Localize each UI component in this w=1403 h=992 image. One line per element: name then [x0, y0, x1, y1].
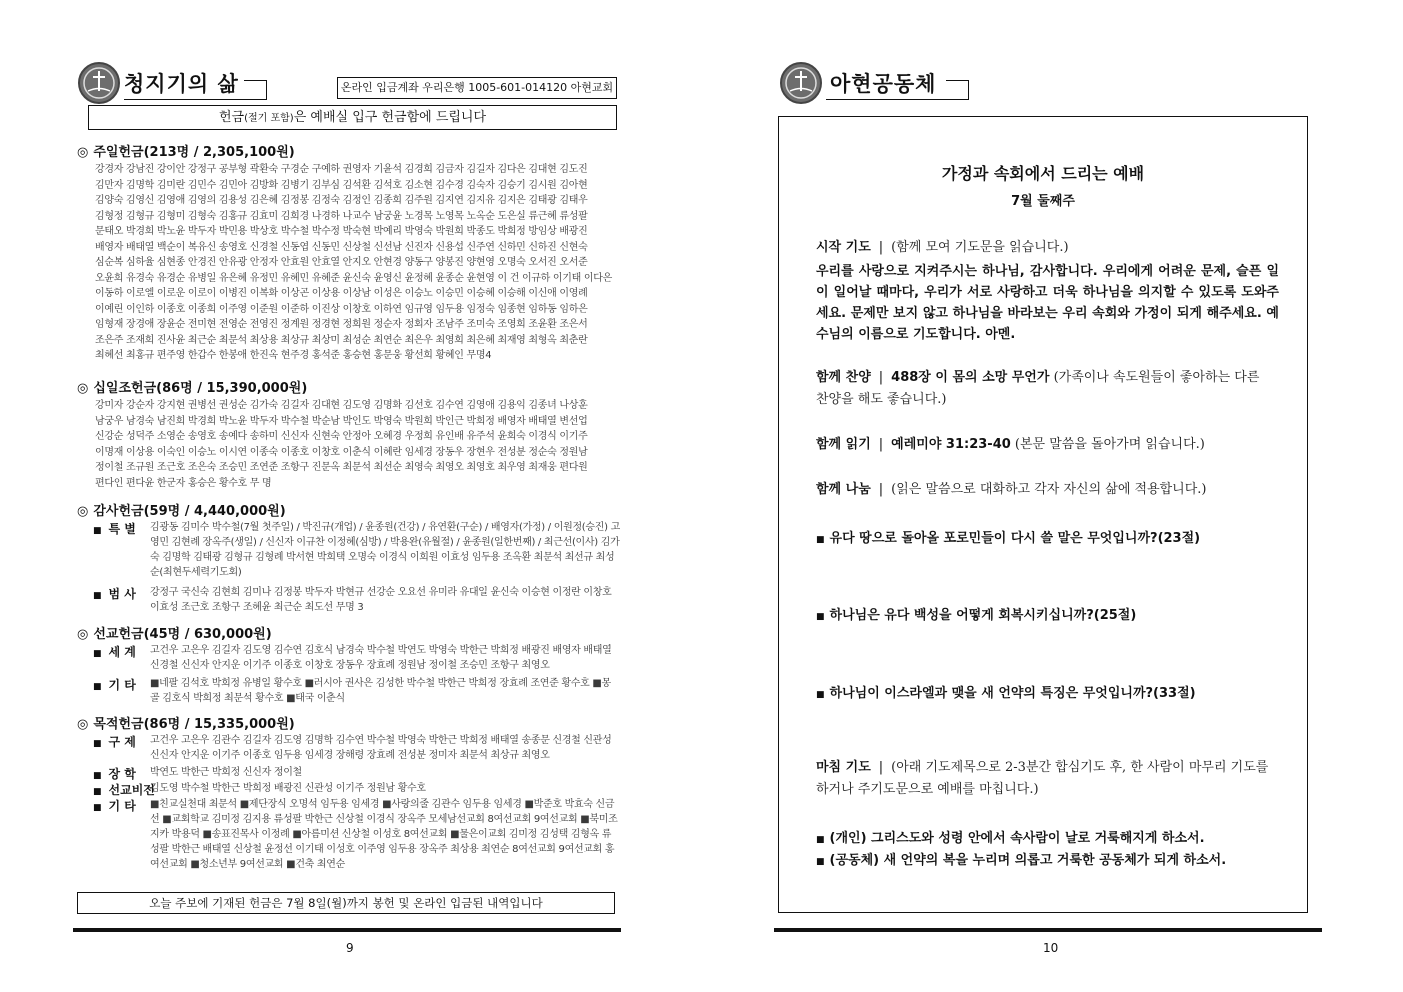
square-bullet-icon: ■ — [816, 612, 825, 622]
purpose-relief-label: ■ 구 제 — [93, 735, 136, 749]
right-page — [702, 0, 1403, 992]
tithe-label: 십일조헌금(86명 / 15,390,000원) — [93, 381, 308, 396]
reading-value: 예레미야 31:23-40 — [891, 437, 1011, 452]
question-1: ■ 유다 땅으로 돌아올 포로민들이 다시 쓸 말은 무엇입니까?(23절) — [816, 531, 1201, 546]
opening-note: (함께 모여 기도문을 읽습니다.) — [891, 240, 1069, 255]
sunday-offering-heading — [77, 141, 295, 160]
prayer-topic-community: ■ (공동체) 새 언약의 복을 누리며 의롭고 거룩한 공동체가 되게 하소서. — [816, 853, 1227, 868]
square-bullet-icon: ■ — [93, 771, 102, 781]
purpose-other-label: ■ 기 타 — [93, 799, 136, 813]
circle-mark-icon: ◎ — [77, 717, 89, 732]
offering-notice — [88, 105, 617, 130]
notice-suffix: 은 예배실 입구 헌금함에 드립니다 — [293, 110, 487, 125]
square-bullet-icon: ■ — [93, 526, 102, 536]
square-bullet-icon: ■ — [93, 803, 102, 813]
square-bullet-icon: ■ — [816, 535, 825, 545]
purpose-heading — [77, 713, 295, 732]
title-underline — [124, 99, 266, 100]
missions-other-names: ■네팔 김석호 박희정 유병일 황수호 ■러시아 권사은 김성한 박수철 박한근 박희정 장효례 조연준 황수호 ■몽골 김호식 박희정 최문석 황수호 ■태국 이춘식 — [150, 678, 611, 704]
title-rule-top — [244, 80, 266, 81]
reading-note: (본문 말씀을 돌아가며 읽습니다.) — [1014, 437, 1205, 452]
bank-account-info: 온라인 입금계좌 우리은행 1005-601-014120 아현교회 — [337, 77, 617, 99]
square-bullet-icon: ■ — [93, 591, 102, 601]
square-bullet-icon: ■ — [93, 649, 102, 659]
hymn-value: 488장 이 몸의 소망 무언가 — [891, 370, 1050, 385]
thanks-special-label: ■ 특 별 — [93, 522, 136, 536]
family-worship-box — [778, 116, 1308, 913]
square-bullet-icon: ■ — [816, 690, 825, 700]
tithe-heading — [77, 377, 307, 396]
thanks-general-label: ■ 범 사 — [93, 587, 136, 601]
thanks-heading — [77, 500, 286, 519]
square-bullet-icon: ■ — [93, 787, 102, 797]
purpose-relief-names: 고건우 고은우 김관수 김길자 김도영 김명학 김수연 박수철 박영숙 박한근 박희정 배태열 송종문 신경철 신관성 신신자 안지운 이기주 이종호 임두용 임세경 장해령 장효례 전성분 정미자 최문석 최상규 최영오 — [150, 735, 612, 761]
reading-line: 함께 읽기 | 예레미야 31:23-40 (본문 말씀을 돌아가며 읽습니다.) — [816, 437, 1205, 452]
closing-note: (아래 기도제목으로 2-3분간 합심기도 후, 한 사람이 마무리 기도를 하거나 주기도문으로 예배를 마칩니다.) — [816, 760, 1269, 797]
circle-mark-icon: ◎ — [77, 504, 89, 519]
title-rule-vertical — [266, 80, 267, 100]
worship-title: 가정과 속회에서 드리는 예배 — [941, 164, 1145, 183]
sharing-label: 함께 나눔 — [816, 482, 871, 497]
notice-prefix: 헌금 — [218, 110, 245, 125]
church-logo-icon — [780, 62, 822, 104]
hymn-label: 함께 찬양 — [816, 370, 871, 385]
closing-label: 마침 기도 — [816, 760, 871, 775]
title-underline — [826, 99, 968, 100]
opening-prayer-line: 시작 기도 | (함께 모여 기도문을 읽습니다.) — [816, 240, 1069, 255]
purpose-vision-names: 김도영 박수철 박한근 박희정 배광진 신관성 이기주 정원남 황수호 — [150, 783, 426, 794]
bottom-rule — [774, 928, 1322, 932]
purpose-other-names: ■친교실천대 최문석 ■제단장식 오명석 임두용 임세경 ■사랑의줄 김관수 임두용 임세경 ■박준호 박효숙 신금선 ■교회학교 김미정 김지용 류성팔 박한근 신상철 이경식 장옥주 모세남선교회 8여선교회 9여선교회 ■북미조지카 박용덕 ■송표진목사 이정례 ■아름미션 신상철 이성호 8여선교회 ■물은이교회 김미정 김성택 김형옥 류성팔 박한근 배태열 신상철 윤정선 이기태 이성호 이주영 임두용 장옥주 최상용 최연순 8여선교회 9여선교회 홍여선교회 ■청소년부 9여선교회 ■건축 최연순 — [150, 799, 618, 870]
worship-subtitle: 7월 둘째주 — [1011, 194, 1075, 209]
missions-other-label: ■ 기 타 — [93, 678, 136, 692]
missions-label: 선교헌금(45명 / 630,000원) — [93, 627, 272, 642]
square-bullet-icon: ■ — [816, 857, 825, 867]
sharing-line: 함께 나눔 | (읽은 말씀으로 대화하고 각자 자신의 삶에 적용합니다.) — [816, 482, 1207, 497]
sunday-offering-names: 강경자 강남진 강이안 강정구 공부형 곽환숙 구경순 구예하 권영자 기윤석 김경희 김금자 김길자 김다은 김대현 김도진 김만자 김명학 김미란 김민수 김민아 김방화 김병기 김부심 김석환 김석호 김소현 김수경 김숙자 김승기 김시원 김아현 김양숙 김영신 김영애 김영의 김용성 김은혜 김정봉 김정숙 김정인 김종희 김주원 김지연 김지유 김지은 김태광 김태우 김형정 김형규 김형미 김형숙 김홍규 김효미 김희경 나경하 나교수 남궁윤 노경목 노영목 노옥순 도은실 류근혜 류성팔 문태오 박경희 박노윤 박두자 박민용 박상호 박수철 박수정 박숙현 박예리 박영숙 박원희 박종도 박희정 방임상 배광진 배영자 배태열 백순이 복유신 송영호 신경철 신동엽 신동민 신상철 신선남 신진자 신용섭 신주연 신하민 신하진 신현숙 심순복 심하율 심현종 안경진 안유광 안정자 안효원 안효열 안지오 안현경 양동구 양봉진 양현영 오명숙 오서진 오서준 오윤희 유경숙 유경순 유병일 유은혜 유정민 유혜민 유혜준 윤신숙 윤영신 윤정혜 윤종순 윤현영 이 건 이규하 이기태 이다은 이동하 이로엘 이로운 이로이 이병진 이복화 이상곤 이상용 이상남 이성은 이승노 이승민 이승혜 이승해 이신애 이영례 이예린 이인하 이종호 이종희 이주영 이준원 이준하 이진상 이창호 이하연 임규영 임두용 임정숙 임종현 임하동 임하은 임형재 장경애 장윤순 전미현 전영순 전영진 정계원 정경현 정희원 정순자 정회자 조남주 조미숙 조영희 조윤환 조은서 조은주 조재희 진사윤 최근순 최문석 최상용 최상규 최상미 최성순 최연순 최은우 최영희 최은혜 최재영 최형옥 최춘란 최혜선 최홍규 편주영 한갑수 한봉애 한진옥 현주경 홍석준 홍승현 홍문웅 황선희 황혜인 무명4 — [95, 164, 612, 361]
sharing-note: (읽은 말씀으로 대화하고 각자 자신의 삶에 적용합니다.) — [891, 482, 1207, 497]
purpose-label: 목적헌금(86명 / 15,335,000원) — [93, 717, 295, 732]
question-3: ■ 하나님이 이스라엘과 맺을 새 언약의 특징은 무엇입니까?(33절) — [816, 686, 1196, 701]
circle-mark-icon: ◎ — [77, 381, 89, 396]
section-title: 아현공동체 — [830, 72, 937, 96]
purpose-scholarship-names: 박연도 박한근 박희정 신신자 정이철 — [150, 767, 302, 778]
opening-prayer-text: 우리를 사랑으로 지켜주시는 하나님, 감사합니다. 우리에게 어려운 문제, 슬픈 일이 일어날 때마다, 우리가 서로 사랑하고 더욱 하나님을 의지할 수 있도록 도와주세요. 문제만 보지 않고 하나님을 바라보는 우리 속회와 가정이 되게 해주세요. 예수님의 이름으로 기도합니다. 아멘. — [816, 264, 1279, 342]
church-logo-icon — [78, 62, 120, 104]
prayer-topic-personal: ■ (개인) 그리스도와 성령 안에서 속사람이 날로 거룩해지게 하소서. — [816, 831, 1205, 846]
hymn-line: 함께 찬양 | 488장 이 몸의 소망 무언가 (가족이나 속도원들이 좋아하는 다른 찬양을 해도 좋습니다.) — [816, 370, 1260, 407]
question-2: ■ 하나님은 유다 백성을 어떻게 회복시키십니까?(25절) — [816, 608, 1137, 623]
page-number: 9 — [346, 941, 354, 955]
reading-label: 함께 읽기 — [816, 437, 871, 452]
title-rule-top — [946, 80, 968, 81]
square-bullet-icon: ■ — [93, 682, 102, 692]
offering-footer-note: 오늘 주보에 기재된 헌금은 7월 8일(월)까지 봉헌 및 온라인 입금된 내역입니다 — [77, 892, 615, 914]
opening-label: 시작 기도 — [816, 240, 871, 255]
closing-prayer-line: 마침 기도 | (아래 기도제목으로 2-3분간 합심기도 후, 한 사람이 마무리 기도를 하거나 주기도문으로 예배를 마칩니다.) — [816, 760, 1269, 797]
square-bullet-icon: ■ — [93, 739, 102, 749]
circle-mark-icon: ◎ — [77, 627, 89, 642]
notice-small: (절기 포함) — [244, 113, 294, 124]
purpose-scholarship-label: ■ 장 학 — [93, 767, 136, 781]
thanks-label: 감사헌금(59명 / 4,440,000원) — [93, 504, 286, 519]
bottom-rule — [73, 928, 621, 932]
square-bullet-icon: ■ — [816, 835, 825, 845]
section-title: 청지기의 삶 — [124, 72, 239, 96]
missions-heading — [77, 623, 272, 642]
title-rule-vertical — [968, 80, 969, 100]
sunday-offering-label: 주일헌금(213명 / 2,305,100원) — [93, 145, 295, 160]
missions-world-label: ■ 세 계 — [93, 645, 136, 659]
thanks-general-names: 강정구 국신숙 김현희 김미나 김정봉 박두자 박현규 선강순 오요선 유미라 유대일 윤신숙 이승현 이정란 이창호 이효성 조근호 조항구 조혜윤 최근순 최도선 무명 3 — [150, 587, 612, 613]
thanks-special-names: 김광동 김미수 박수철(7월 첫주일) / 박진규(개업) / 윤종원(건강) / 유연환(구순) / 배영자(가정) / 이원정(승진) 고영민 김현례 장옥주(생일) / 신신자 이규찬 이정혜(심방) / 박용완(유월절) / 윤종원(일한번째) / 최근선(이사) 김가숙 김명학 김태광 김형규 김형례 박서현 박희택 오명숙 이경식 이희원 이효성 임두용 조옥환 최문석 최선규 최성순(최현두세력기도회) — [150, 522, 620, 578]
hymn-note: (가족이나 속도원들이 좋아하는 다른 찬양을 해도 좋습니다.) — [816, 370, 1260, 407]
tithe-names: 강미자 강순자 강지현 권병선 권성순 김가숙 김길자 김대현 김도영 김명화 김선호 김수연 김영애 김용익 김종녀 나상훈 남궁우 남경숙 남진희 박경희 박노윤 박두자 박수철 박순남 박인도 박영숙 박원희 박인근 박희정 배영자 배태열 변선업 신강순 성덕주 소영순 송영호 송예다 송하미 신신자 신현숙 안정아 오혜경 우정희 유인배 유주석 윤희숙 이경식 이기주 이명재 이상용 이숙인 이승노 이시연 이종숙 이종호 이창호 이춘식 이혜란 임세경 장동우 장현우 전성분 정순숙 정원남 정이철 조규원 조근호 조은숙 조승민 조연준 조항구 진문옥 최문석 최선순 최영숙 최영오 최영호 최우영 최재웅 편다원 편다인 편다윤 한군자 홍승은 황수호 무 명 — [95, 400, 588, 489]
missions-world-names: 고건우 고은우 김길자 김도영 김수연 김호식 남경숙 박수철 박연도 박영숙 박한근 박희정 배광진 배영자 배태열 신경철 신신자 안지운 이기주 이종호 이창호 장동우 장효례 정원남 정이철 조승민 조항구 최영오 — [150, 645, 612, 671]
page-number: 10 — [1043, 941, 1059, 955]
circle-mark-icon: ◎ — [77, 145, 89, 160]
purpose-vision-label: ■ 선교비전 — [93, 783, 155, 797]
